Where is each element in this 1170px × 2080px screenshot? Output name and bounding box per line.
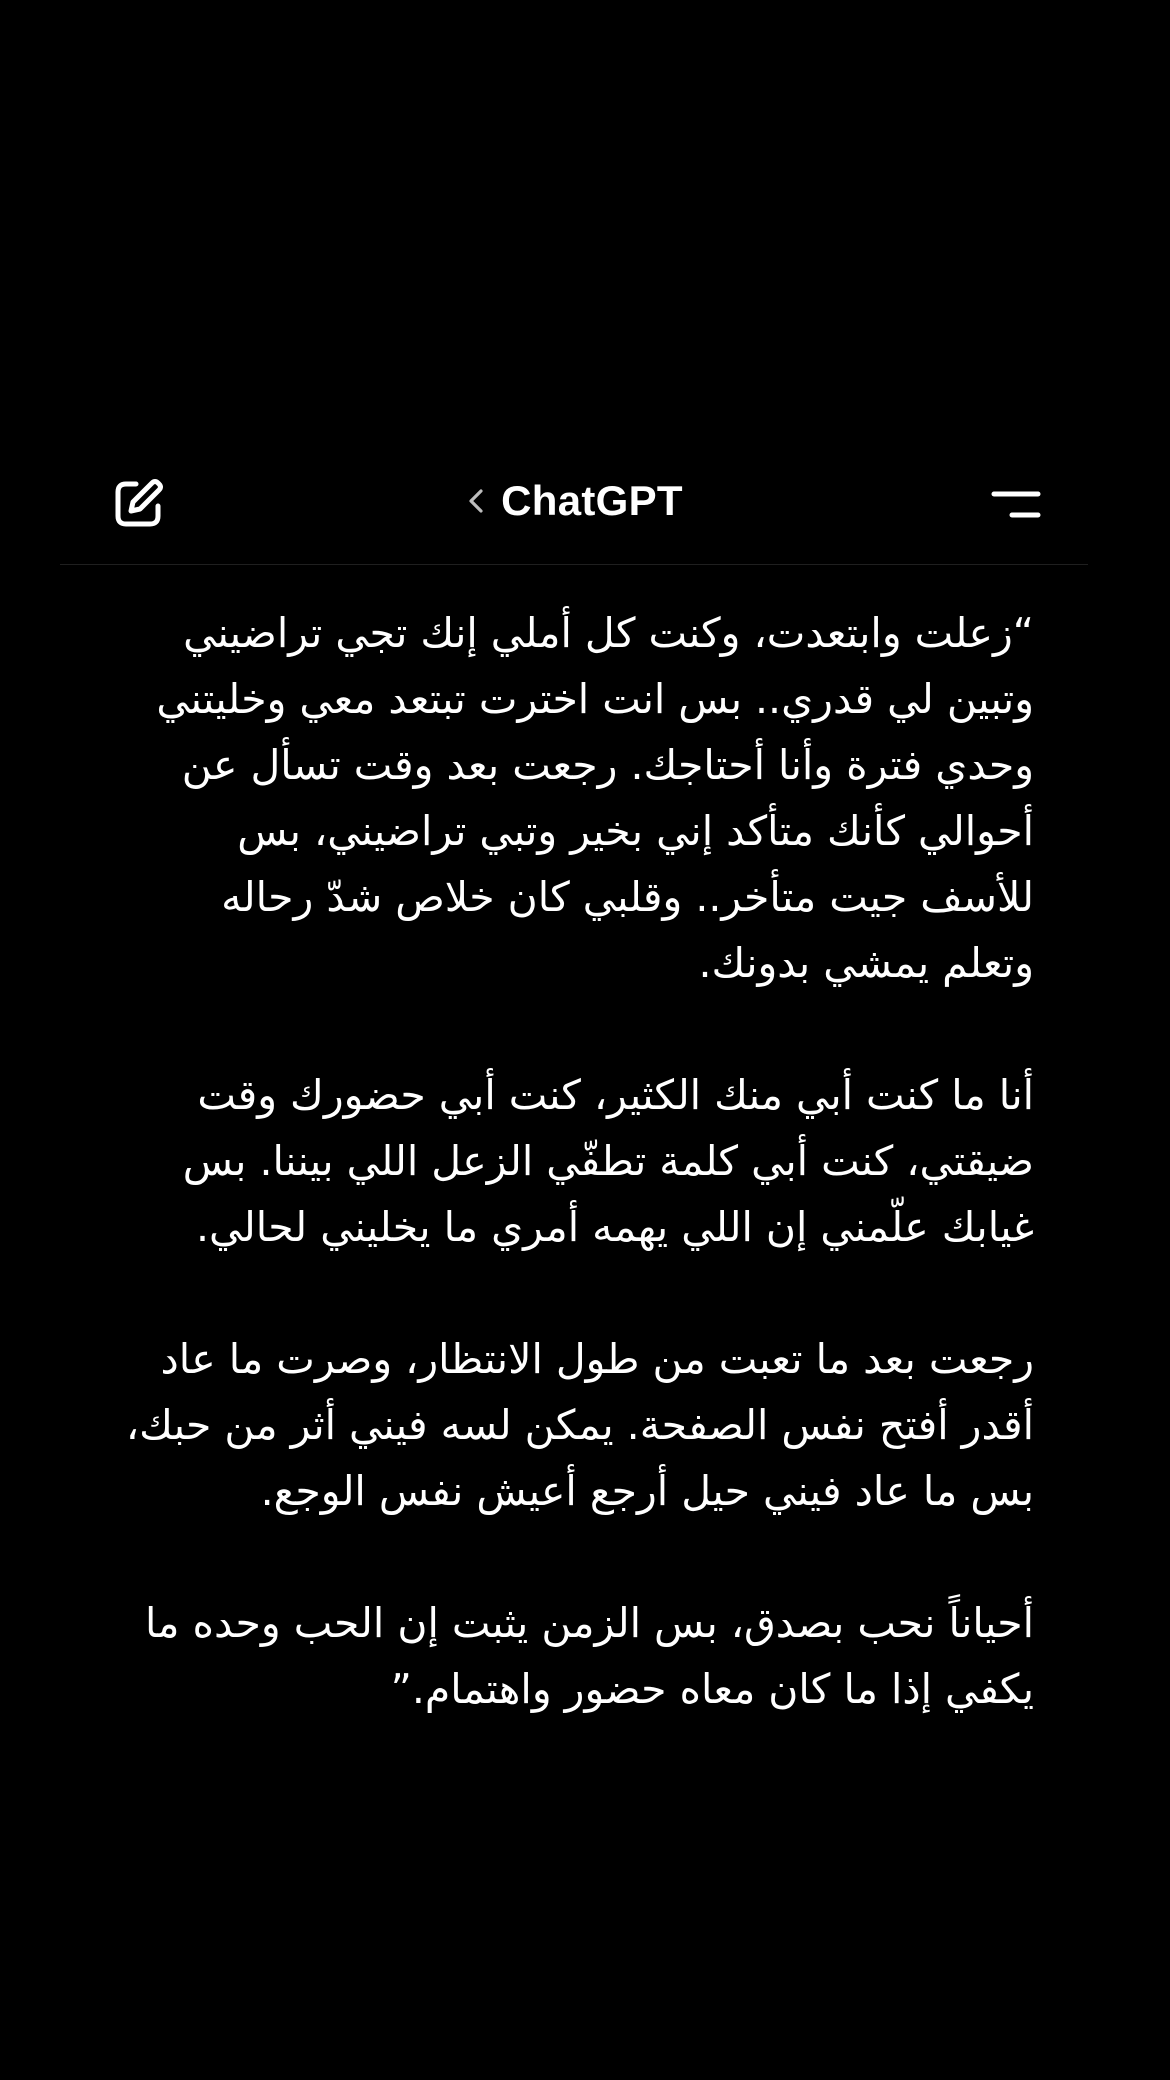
message-paragraph: “زعلت وابتعدت، وكنت كل أملي إنك تجي تراضيني وتبين لي قدري.. بس انت اخترت تبتعد معي وخليتني وحدي فترة وأنا أحتاجك. رجعت بعد وقت تسأل عن أحوالي كأنك متأكد إني بخير وتبي تراضيني، بس للأسف جيت متأخر.. وقلبي كان خلاص شدّ رحاله وتعلم يمشي بدونك. (156, 609, 1034, 987)
app-title: ChatGPT (501, 477, 683, 524)
chevron-left-icon (465, 486, 487, 516)
message-paragraph: أنا ما كنت أبي منك الكثير، كنت أبي حضورك وقت ضيقتي، كنت أبي كلمة تطفّي الزعل اللي بيننا. بس غيابك علّمني إن اللي يهمه أمري ما يخليني لحالي. (182, 1071, 1034, 1251)
message-paragraph: أحياناً نحب بصدق، بس الزمن يثبت إن الحب وحده ما يكفي إذا ما كان معاه حضور واهتمام.” (145, 1599, 1034, 1713)
top-nav-bar (60, 450, 1088, 565)
menu-icon (991, 488, 1041, 522)
model-selector[interactable] (60, 468, 1088, 534)
menu-button[interactable] (988, 480, 1044, 530)
message-paragraph: رجعت بعد ما تعبت من طول الانتظار، وصرت ما عاد أقدر أفتح نفس الصفحة. يمكن لسه فيني أثر من حبك، بس ما عاد فيني حيل أرجع أعيش نفس الوجع. (125, 1335, 1034, 1515)
assistant-message (120, 600, 1034, 1722)
